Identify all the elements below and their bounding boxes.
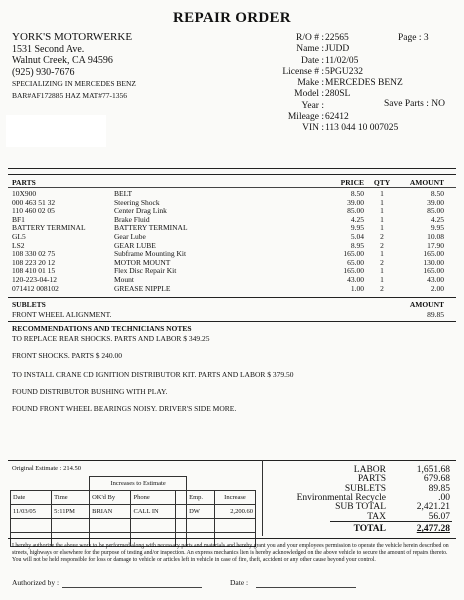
part-number: 000 463 51 32 [12,197,56,207]
save-parts: Save Parts : NO [384,99,445,109]
total-value: 89.85 [428,483,450,494]
column-header: Emp. [187,491,215,505]
part-price: 43.00 [347,275,364,284]
column-rule [262,460,263,536]
part-price: 5.04 [350,232,364,241]
total-label: LABOR [353,465,386,475]
order-field [262,78,403,89]
field-value: 11/02/05 [325,55,359,66]
part-description: BELT [114,189,133,198]
field-value: MERCEDES BENZ [325,78,403,89]
page-number [398,33,429,43]
estimate-cell: CALL IN [131,505,176,519]
shop-specialty: SPECIALIZING IN MERCEDES BENZ [12,79,136,88]
page-label: Page : [398,33,422,43]
ro-number-row [262,33,403,44]
parts-header: PARTS [12,178,36,187]
part-qty: 1 [380,275,384,284]
part-number: 108 223 20 12 [12,257,56,267]
shop-phone: (925) 930-7676 [12,66,75,78]
authorized-by-label: Authorized by : [12,578,60,587]
part-qty: 1 [380,266,384,276]
divider [8,187,456,188]
part-number: 108 330 02 75 [12,249,56,259]
part-number: 071412 008102 [12,283,59,293]
order-field [262,123,403,134]
sublets-amount-header: AMOUNT [409,300,444,309]
field-label: Name : [296,44,324,55]
note-line: FRONT SHOCKS. PARTS $ 240.00 [12,351,122,360]
part-number: GL5 [12,232,26,241]
field-label: Mileage : [287,112,324,123]
column-header: OK'd By [90,491,131,505]
field-value: 62412 [325,112,349,123]
field-label: License # : [282,66,324,77]
order-field [262,112,403,123]
divider [8,538,456,539]
ro-number-label: R/O # : [296,33,324,43]
part-description: Mount [114,275,135,284]
note-line: FOUND DISTRIBUTOR BUSHING WITH PLAY. [12,387,168,396]
part-price: 8.50 [350,189,364,198]
column-header: Time [52,491,90,505]
part-qty: 2 [380,240,384,250]
part-description: Gear Lube [114,232,146,241]
part-amount: 17.90 [427,240,444,250]
divider [8,321,456,322]
field-value: 5PGU232 [325,66,364,77]
date-line[interactable] [256,587,356,588]
part-description: MOTOR MOUNT [114,257,171,267]
field-value: JUDD [325,44,350,55]
part-description: Steering Shock [114,197,160,207]
note-line: TO INSTALL CRANE CD IGNITION DISTRIBUTOR KIT. PARTS AND LABOR $ 379.50 [12,370,294,379]
column-header: Date [11,491,52,505]
field-label: Date : [301,55,324,66]
field-label: Model : [294,89,324,100]
part-number: 110 460 02 05 [12,206,55,216]
total-label: PARTS [357,474,386,485]
estimate-cell: DW [187,505,215,519]
part-price: 9.95 [350,223,364,233]
total-label: SUB TOTAL [335,502,386,513]
order-field [262,67,403,78]
part-amount: 9.95 [430,223,444,233]
ro-number: 22565 [325,33,349,43]
sublets-header: SUBLETS [12,300,46,309]
total-label: SUBLETS [344,483,386,494]
shop-info [12,32,136,101]
part-amount: 165.00 [423,266,444,276]
order-meta [262,33,403,135]
part-amount: 130.00 [423,257,444,267]
total-value: 56.07 [428,511,450,522]
part-qty: 1 [380,249,384,259]
part-description: GREASE NIPPLE [114,283,171,293]
signature-line[interactable] [62,587,202,588]
column-header: Increase [215,491,256,505]
total-value: .00 [438,492,450,503]
part-description: BATTERY TERMINAL [114,223,188,233]
estimate-cell: BRIAN [90,505,131,519]
estimate-cell: 2,200.60 [215,505,256,519]
field-label: Make : [297,78,324,89]
part-description: Brake Fluid [114,214,150,224]
part-description: Subframe Mounting Kit [114,249,187,259]
field-label: VIN : [302,123,324,134]
total-label: Environmental Recycle [296,492,386,503]
part-number: 10X900 [12,189,37,198]
spacer-cell [176,505,187,519]
part-qty: 2 [380,232,384,241]
part-amount: 4.25 [430,214,444,224]
order-field [262,44,403,55]
part-number: 120-223-04-12 [12,275,57,284]
price-header: PRICE [340,178,364,187]
order-field [262,56,403,67]
increases-header: Increases to Estimate [90,477,187,491]
total-value: 2,421.21 [416,502,450,513]
part-price: 165.00 [343,249,364,259]
grand-total-label: TOTAL [353,524,386,534]
shop-license: BAR#AF172885 HAZ MAT#77-1356 [12,90,128,100]
part-amount: 39.00 [427,197,444,207]
recommendations-header: RECOMMENDATIONS AND TECHNICIANS NOTES [12,324,192,333]
part-amount: 165.00 [423,249,444,259]
part-qty: 1 [380,197,384,207]
part-amount: 10.08 [427,232,444,241]
total-label: TAX [367,511,386,522]
grand-total-value: 2,477.28 [416,524,450,534]
sublet-item: FRONT WHEEL ALIGNMENT. [12,310,112,319]
shop-address-line2: Walnut Creek, CA 94596 [12,55,113,66]
document-title: REPAIR ORDER [173,10,291,26]
part-qty: 1 [380,223,384,233]
part-qty: 1 [380,189,384,198]
divider [8,460,456,461]
part-description: Center Drag Link [114,206,167,216]
part-number: LS2 [12,240,25,250]
part-price: 8.95 [350,240,364,250]
part-price: 39.00 [347,197,364,207]
part-qty: 2 [380,257,384,267]
estimate-cell: 11/03/05 [11,505,52,519]
increases-table [10,476,256,547]
estimate-cell: 5:11PM [52,505,90,519]
field-label: Year : [301,100,324,111]
part-qty: 1 [380,206,384,216]
authorization-text: I hereby authorize the above work to be performed along with necessary parts and materials and hereby grant you and your employees permission to operate the vehicle herein described on streets, highways or elsewhere for the purpose of testing and/or inspection. An express mechanics lien is hereby acknowledged on the above vehicle to secure the amount of repairs thereto. You will not be held responsible for loss or damage to vehicle or articles left in vehicle in case of fire, theft, accident or any other cause beyond your control. [12,543,449,563]
divider [8,168,456,169]
part-amount: 8.50 [430,189,444,198]
original-estimate: Original Estimate : 214.50 [12,465,81,472]
part-qty: 1 [380,214,384,224]
part-price: 165.00 [343,266,364,276]
order-field [262,89,403,100]
field-value: 113 044 10 007025 [325,123,399,134]
date-label: Date : [230,578,249,587]
note-line: FOUND FRONT WHEEL BEARINGS NOISY. DRIVER'S SIDE MORE. [12,404,237,413]
part-description: GEAR LUBE [114,240,156,250]
part-description: Flex Disc Repair Kit [114,266,177,276]
part-amount: 2.00 [430,283,444,293]
part-number: 108 410 01 15 [12,266,56,276]
part-price: 85.00 [347,206,364,216]
divider [330,521,452,522]
sublet-amount: 89.85 [427,310,444,319]
part-price: 65.00 [347,257,364,267]
field-value: 280SL [325,89,351,100]
total-value: 679.68 [423,474,450,485]
page-value: 3 [423,33,429,43]
amount-header: AMOUNT [409,178,444,187]
divider [8,174,456,175]
part-amount: 43.00 [427,275,444,284]
total-value: 1,651.68 [416,465,450,475]
redacted-block [6,115,106,147]
part-price: 4.25 [350,214,364,224]
part-price: 1.00 [350,283,364,293]
part-qty: 2 [380,283,384,293]
shop-address-line1: 1531 Second Ave. [12,43,85,55]
order-field [262,101,403,112]
part-amount: 85.00 [427,206,444,216]
qty-header: QTY [373,178,391,187]
shop-name: YORK'S MOTORWERKE [12,31,133,43]
note-line: TO REPLACE REAR SHOCKS. PARTS AND LABOR $ 349.25 [12,334,210,343]
part-number: BATTERY TERMINAL [12,223,86,233]
spacer-cell [176,491,187,505]
column-header: Phone [131,491,176,505]
divider [8,297,456,298]
part-number: BF1 [12,214,25,224]
